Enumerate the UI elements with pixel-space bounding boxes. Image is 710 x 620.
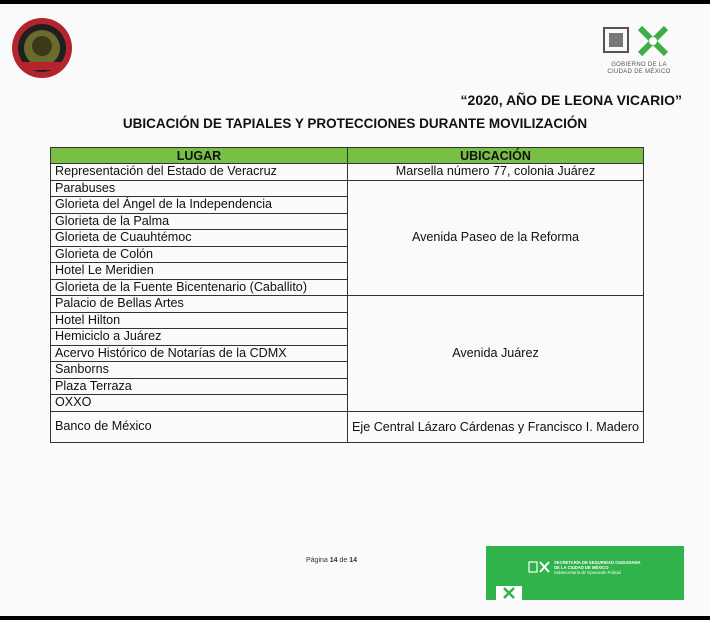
table-row [51, 411, 644, 442]
column-header-ubicacion: UBICACIÓN [348, 148, 644, 164]
page-total: 14 [349, 557, 358, 564]
place-cell: Hemiciclo a Juárez [51, 329, 348, 346]
locations-table [50, 147, 644, 443]
place-cell: Banco de México [51, 411, 348, 442]
page-of: de [339, 557, 348, 564]
gov-line2: CIUDAD DE MÉXICO [607, 69, 671, 75]
place-cell: Hotel Hilton [51, 312, 348, 329]
column-header-lugar: LUGAR [51, 148, 348, 164]
table-row [51, 164, 644, 181]
table-header-row [51, 148, 644, 164]
footer-small-logo-icon [496, 586, 522, 600]
gov-line1: GOBIERNO DE LA [611, 62, 667, 68]
place-cell: Hotel Le Meridien [51, 263, 348, 280]
location-cell: Avenida Juárez [348, 296, 644, 412]
place-cell: Parabuses [51, 180, 348, 197]
page-current: 14 [329, 557, 338, 564]
place-cell: Glorieta del Ángel de la Independencia [51, 197, 348, 214]
place-cell: Representación del Estado de Veracruz [51, 164, 348, 181]
place-cell: Sanborns [51, 362, 348, 379]
page-label: Página [306, 557, 328, 564]
place-cell: Palacio de Bellas Artes [51, 296, 348, 313]
footer-line3: Subsecretaría de Operación Policial [554, 570, 621, 575]
police-seal-icon [10, 16, 74, 80]
page-number [306, 557, 357, 564]
place-cell: Glorieta de la Palma [51, 213, 348, 230]
place-cell: Plaza Terraza [51, 378, 348, 395]
footer-line2: DE LA CIUDAD DE MÉXICO [554, 565, 609, 570]
document-page [0, 4, 710, 616]
location-cell: Avenida Paseo de la Reforma [348, 180, 644, 296]
footer-logo-icon [528, 560, 550, 574]
footer-banner-text [554, 560, 680, 575]
footer-banner [486, 546, 684, 600]
document-title: UBICACIÓN DE TAPIALES Y PROTECCIONES DURANTE MOVILIZACIÓN [122, 116, 588, 131]
place-cell: Glorieta de Cuauhtémoc [51, 230, 348, 247]
place-cell: Acervo Histórico de Notarías de la CDMX [51, 345, 348, 362]
year-motto: “2020, AÑO DE LEONA VICARIO” [460, 92, 682, 108]
place-cell: Glorieta de la Fuente Bicentenario (Caballito) [51, 279, 348, 296]
place-cell: OXXO [51, 395, 348, 412]
place-cell: Glorieta de Colón [51, 246, 348, 263]
location-cell: Marsella número 77, colonia Juárez [348, 164, 644, 181]
location-cell: Eje Central Lázaro Cárdenas y Francisco I. Madero [348, 411, 644, 442]
table-row [51, 180, 644, 197]
government-label [598, 62, 680, 76]
footer-line1: SECRETARÍA DE SEGURIDAD CIUDADANA [554, 560, 641, 565]
table-row [51, 296, 644, 313]
